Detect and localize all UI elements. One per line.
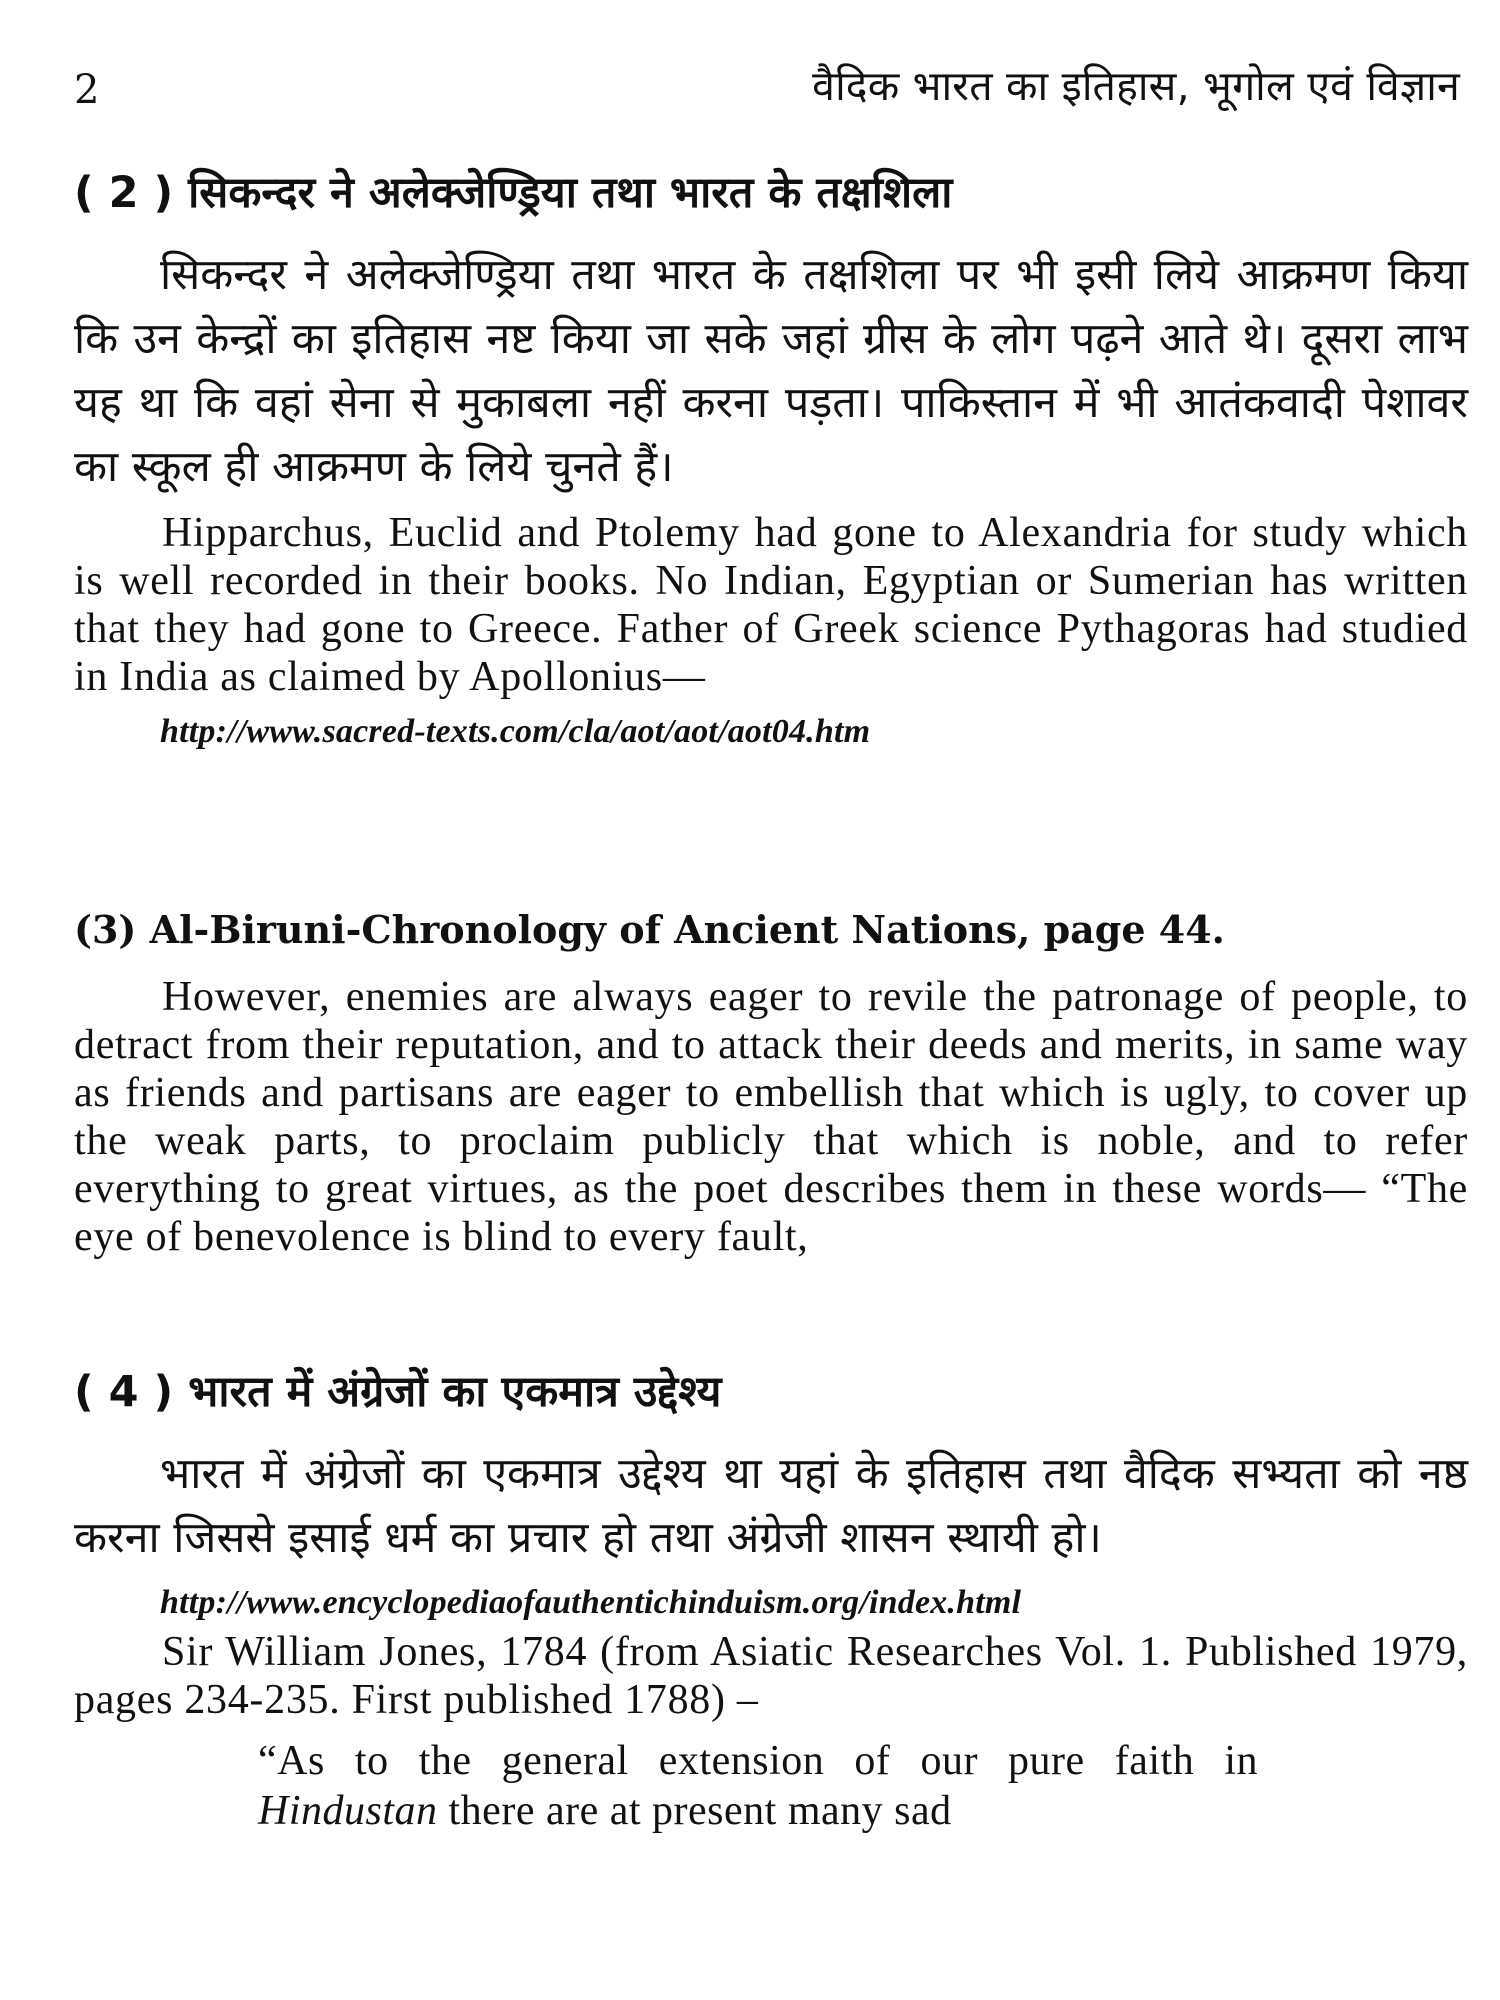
section-3 [74,908,1468,1261]
section-4 [74,1367,1468,1836]
section-2-hindi-paragraph: सिकन्दर ने अलेक्जेण्ड्रिया तथा भारत के तक्षशिला पर भी इसी लिये आक्रमण किया कि उन केन्द्रों का इतिहास नष्ट किया जा सके जहां ग्रीस के लोग पढ़ने आते थे। दूसरा लाभ यह था कि वहां सेना से मुकाबला नहीं करना पड़ता। पाकिस्तान में भी आतंकवादी पेशावर का स्कूल ही आक्रमण के लिये चुनते हैं। [74,249,1468,492]
running-head: वैदिक भारत का इतिहास, भूगोल एवं विज्ञान [812,62,1460,110]
page-number: 2 [74,67,100,113]
quote-emphasis: Hindustan [258,1787,438,1834]
section-4-citation: Sir William Jones, 1784 (from Asiatic Researches Vol. 1. Published 1979, pages 234-235. First published 1788) – [74,1628,1468,1723]
section-2 [74,168,1468,755]
section-2-heading: ( 2 ) सिकन्दर ने अलेक्जेण्ड्रिया तथा भारत के तक्षशिला [74,168,953,218]
page-header [74,60,1468,130]
section-3-paragraph: However, enemies are always eager to revile the patronage of people, to detract from their reputation, and to attack their deeds and merits, in same way as friends and partisans are eager to embellish that which is ugly, to cover up the weak parts, to proclaim publicly that which is noble, and to refer everything to great virtues, as the poet describes them in these words— “The eye of benevolence is blind to every fault, [74,973,1468,1260]
section-4-url: http://www.encyclopediaofauthentichinduism.org/index.html [160,1583,1022,1621]
section-4-hindi-paragraph: भारत में अंग्रेजों का एकमात्र उद्देश्य था यहां के इतिहास तथा वैदिक सभ्यता को नष्ठ करना जिससे इसाई धर्म का प्रचार हो तथा अंग्रेजी शासन स्थायी हो। [74,1448,1468,1563]
section-3-heading: (3) Al-Biruni-Chronology of Ancient Nations, page 44. [74,907,1225,952]
quote-start: “As to the general extension of our pure faith in [258,1737,1258,1784]
section-4-heading: ( 4 ) भारत में अंग्रेजों का एकमात्र उद्देश्य [74,1367,722,1417]
quote-end: there are at present many sad [437,1787,952,1834]
book-page [74,60,1468,1960]
section-2-url: http://www.sacred-texts.com/cla/aot/aot/aot04.htm [160,712,871,750]
section-4-quote [74,1736,1258,1836]
section-2-english-paragraph: Hipparchus, Euclid and Ptolemy had gone to Alexandria for study which is well recorded in their books. No Indian, Egyptian or Sumerian has written that they had gone to Greece. Father of Greek science Pythagoras had studied in India as claimed by Apollonius— [74,509,1468,700]
